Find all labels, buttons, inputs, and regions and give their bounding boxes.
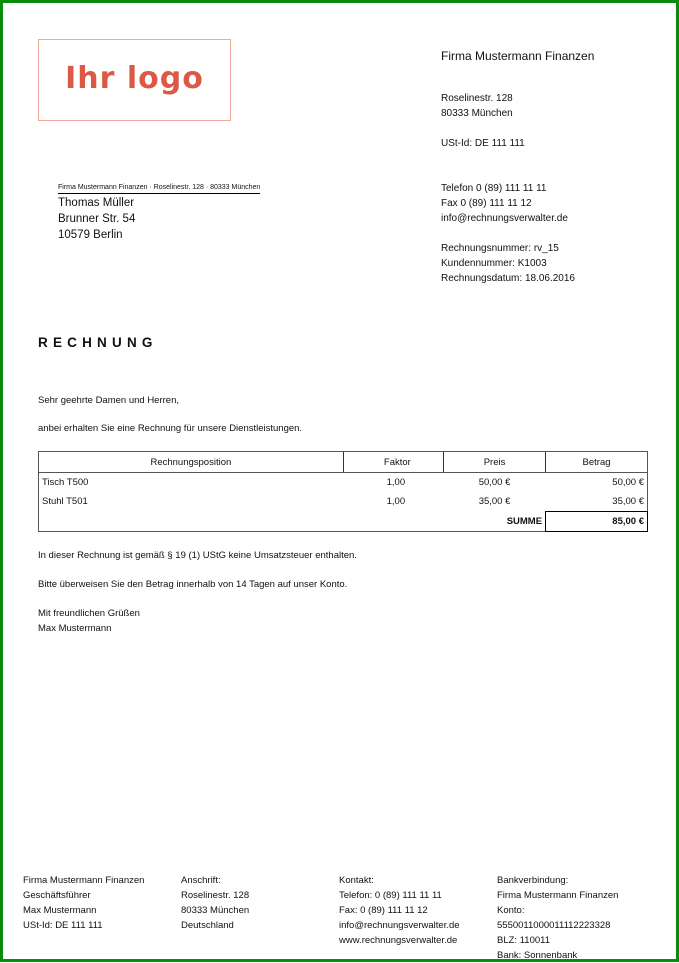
footer-address <box>181 873 249 933</box>
footer-company <box>23 873 144 933</box>
footer-line: Deutschland <box>181 920 234 931</box>
salutation: Sehr geehrte Damen und Herren, <box>38 395 179 406</box>
company-email: info@rechnungsverwalter.de <box>441 213 568 224</box>
header-factor: Faktor <box>343 452 443 473</box>
logo-text: Ihr logo <box>65 60 204 96</box>
company-street: Roselinestr. 128 <box>441 93 513 104</box>
document-title: RECHNUNG <box>38 335 158 350</box>
item-price: 35,00 € <box>478 496 511 508</box>
signer-name: Max Mustermann <box>38 623 112 634</box>
company-vat-id: USt-Id: DE 111 111 <box>441 138 525 149</box>
item-position: Tisch T500 <box>42 477 89 488</box>
header-price: Preis <box>444 452 546 473</box>
tax-note: In dieser Rechnung ist gemäß § 19 (1) UStG keine Umsatzsteuer enthalten. <box>38 550 357 561</box>
footer-contact <box>339 873 460 948</box>
footer-line: Max Mustermann <box>23 905 97 916</box>
item-factor: 1,00 <box>386 496 406 508</box>
footer-line: www.rechnungsverwalter.de <box>339 935 458 946</box>
company-name: Firma Mustermann Finanzen <box>441 49 595 63</box>
footer-line: Anschrift: <box>181 875 221 886</box>
sum-label: SUMME <box>506 515 543 527</box>
sum-value: 85,00 € <box>546 512 648 532</box>
table-header-row <box>39 452 648 473</box>
footer-line: BLZ: 110011 <box>497 935 550 946</box>
footer-line: Firma Mustermann Finanzen <box>23 875 145 886</box>
recipient-street: Brunner Str. 54 <box>58 213 136 225</box>
footer-line: Konto: <box>497 905 525 916</box>
recipient-address <box>58 195 135 243</box>
company-fax: Fax 0 (89) 111 11 12 <box>441 198 532 209</box>
footer-line: Bank: Sonnenbank <box>497 950 578 961</box>
footer-line: 5550011000011112223328 <box>497 920 611 931</box>
customer-number: Kundennummer: K1003 <box>441 258 547 269</box>
invoice-date: Rechnungsdatum: 18.06.2016 <box>441 273 575 284</box>
footer-line: info@rechnungsverwalter.de <box>339 920 460 931</box>
sender-return-line: Firma Mustermann Finanzen · Roselinestr. 128 · 80333 München <box>58 183 260 194</box>
recipient-name: Thomas Müller <box>58 197 135 209</box>
item-amount: 50,00 € <box>612 477 644 488</box>
item-price: 50,00 € <box>478 477 511 488</box>
logo-placeholder <box>38 39 231 121</box>
company-phone: Telefon 0 (89) 111 11 11 <box>441 183 547 194</box>
footer-line: Fax: 0 (89) 111 11 12 <box>339 905 428 916</box>
footer-line: USt-Id: DE 111 111 <box>23 920 103 931</box>
footer-bank <box>497 873 618 963</box>
closing-greeting: Mit freundlichen Grüßen <box>38 608 140 619</box>
header-amount: Betrag <box>546 452 648 473</box>
footer-line: Bankverbindung: <box>497 875 569 886</box>
item-factor: 1,00 <box>386 477 406 488</box>
company-city: 80333 München <box>441 108 513 119</box>
footer-line: Roselinestr. 128 <box>181 890 250 901</box>
table-row <box>39 492 648 512</box>
footer-line: Kontakt: <box>339 875 374 886</box>
payment-note: Bitte überweisen Sie den Betrag innerhalb von 14 Tagen auf unser Konto. <box>38 579 348 590</box>
recipient-city: 10579 Berlin <box>58 229 123 241</box>
invoice-items-table <box>38 451 648 532</box>
footer-line: Telefon: 0 (89) 111 11 11 <box>339 890 442 901</box>
item-position: Stuhl T501 <box>42 496 88 508</box>
header-position: Rechnungsposition <box>39 452 344 473</box>
intro-text: anbei erhalten Sie eine Rechnung für unsere Dienstleistungen. <box>38 423 303 434</box>
company-details <box>441 91 575 286</box>
invoice-number: Rechnungsnummer: rv_15 <box>441 243 559 254</box>
item-amount: 35,00 € <box>612 496 644 507</box>
table-sum-row <box>39 512 648 532</box>
footer-line: Firma Mustermann Finanzen <box>497 890 619 901</box>
table-row <box>39 473 648 493</box>
footer-line: 80333 München <box>181 905 250 916</box>
footer-line: Geschäftsführer <box>23 890 91 901</box>
